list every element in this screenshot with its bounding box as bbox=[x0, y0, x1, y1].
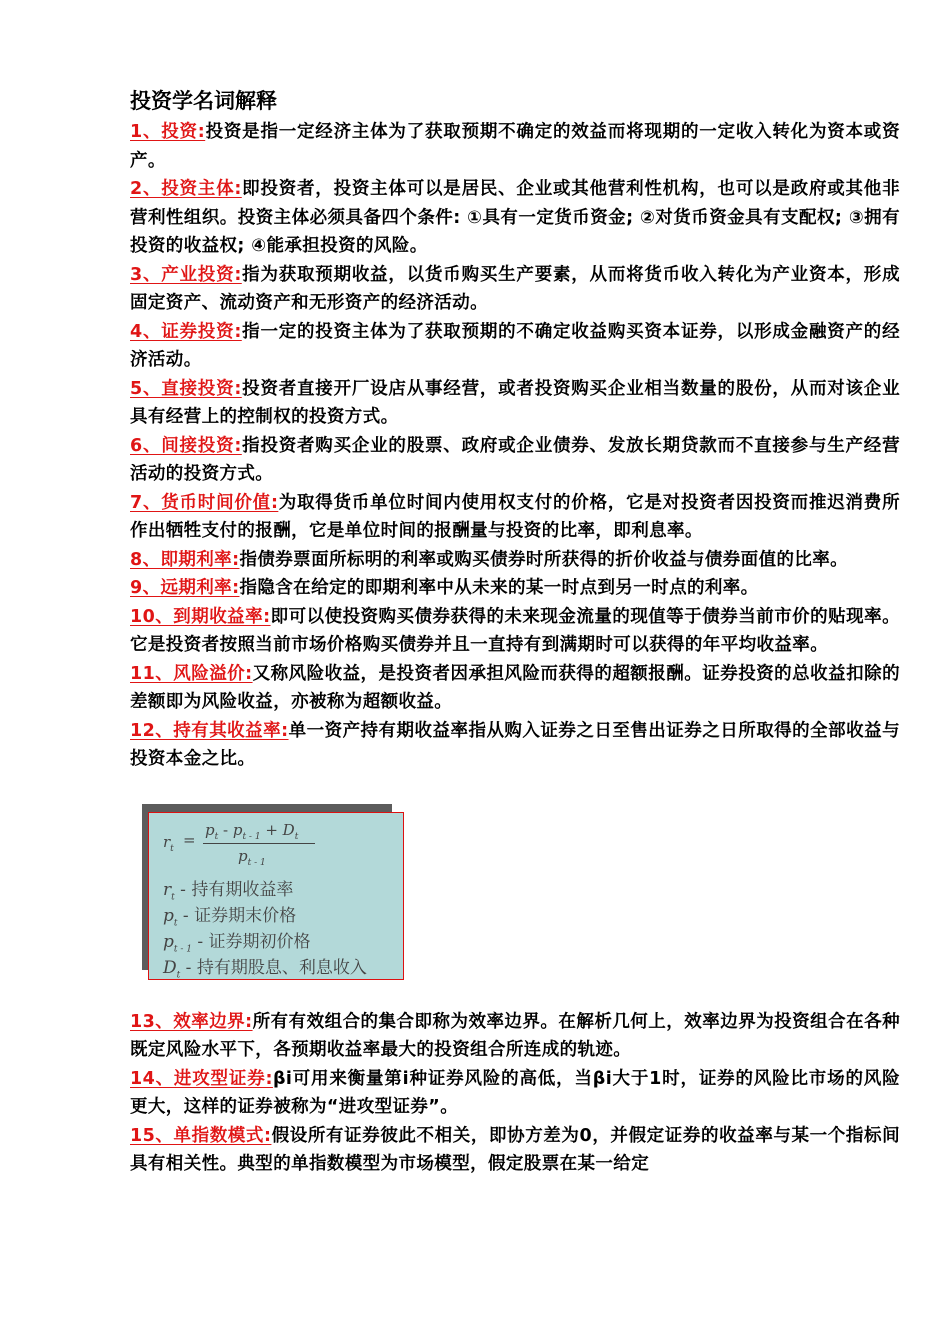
entry-text: 又称风险收益，是投资者因承担风险而获得的超额报酬。证券投资的总收益扣除的差额即为风险收益，亦被称为超额收益。 bbox=[130, 663, 900, 712]
entry-text: 指隐含在给定的即期利率中从未来的某一时点到另一时点的利率。 bbox=[239, 578, 759, 598]
def-sub: t bbox=[176, 969, 181, 980]
entry-text: 指一定的投资主体为了获取预期的不确定收益购买资本证券，以形成金融资产的经济活动。 bbox=[130, 321, 900, 370]
entry-text: 即投资者，投资主体可以是居民、企业或其他营利性机构，也可以是政府或其他非营利性组织。投资主体必须具备四个条件: ①具有一定货币资金; ②对货币资金具有支配权; ③拥有投资的收益权; ④能承担投资的风险。 bbox=[130, 179, 900, 256]
glossary-entry bbox=[130, 175, 900, 261]
formula-equals: = bbox=[183, 830, 196, 849]
def-symbol: p bbox=[163, 931, 174, 952]
num-minus: - bbox=[218, 820, 233, 839]
num-d: D bbox=[282, 820, 295, 839]
document-page bbox=[130, 86, 900, 1179]
glossary-entry bbox=[130, 1122, 900, 1179]
formula-lhs bbox=[163, 833, 174, 854]
den-p-sub: t - 1 bbox=[247, 857, 266, 868]
def-text: - 证券期末价格 bbox=[177, 905, 297, 926]
entry-text: 即可以使投资购买债券获得的未来现金流量的现值等于债券当前市价的贴现率。它是投资者按照当前市场价格购买债券并且一直持有到满期时可以获得的年平均收益率。 bbox=[130, 606, 900, 655]
entry-text: 所有有效组合的集合即称为效率边界。在解析几何上，效率边界为投资组合在各种既定风险水平下，各预期收益率最大的投资组合所连成的轨迹。 bbox=[130, 1011, 900, 1060]
def-symbol: D bbox=[163, 957, 177, 978]
def-sub: t - 1 bbox=[173, 943, 192, 954]
num-d-sub: t bbox=[294, 831, 299, 842]
entry-term: 8、即期利率: bbox=[130, 549, 240, 570]
formula-numerator bbox=[205, 821, 298, 842]
entry-text: 指投资者购买企业的股票、政府或企业债券、发放长期贷款而不直接参与生产经营活动的投资方式。 bbox=[130, 435, 900, 484]
entry-text: 为取得货币单位时间内使用权支付的价格，它是对投资者因投资而推迟消费所作出牺牲支付的报酬，它是单位时间的报酬量与投资的比率，即利息率。 bbox=[130, 492, 900, 541]
entry-term: 3、产业投资: bbox=[130, 264, 242, 285]
den-p: p bbox=[238, 846, 248, 865]
entry-term: 10、到期收益率: bbox=[130, 606, 271, 627]
def-symbol: p bbox=[163, 905, 174, 926]
entry-text: 指债券票面所标明的利率或购买债券时所获得的折价收益与债券面值的比率。 bbox=[239, 549, 849, 570]
num-p1: p bbox=[232, 820, 243, 839]
entry-term: 6、间接投资: bbox=[130, 435, 242, 456]
glossary-entry bbox=[130, 1008, 900, 1065]
num-p: p bbox=[205, 820, 215, 839]
entry-term: 13、效率边界: bbox=[130, 1011, 253, 1032]
num-p-sub: t bbox=[214, 831, 219, 842]
glossary-entry bbox=[130, 603, 900, 660]
entry-text: 假设所有证券彼此不相关，即协方差为0，并假定证券的收益率与某一个指标间具有相关性。典型的单指数模型为市场模型，假定股票在某一给定 bbox=[130, 1125, 900, 1174]
glossary-entry bbox=[130, 118, 900, 175]
def-text: - 证券期初价格 bbox=[192, 931, 311, 952]
entry-term: 2、投资主体: bbox=[130, 179, 242, 199]
entry-term: 4、证券投资: bbox=[130, 321, 242, 342]
entry-term: 1、投资: bbox=[130, 122, 206, 142]
entry-text: βi可用来衡量第i种证券风险的高低，当βi大于1时，证券的风险比市场的风险更大，这样的证券被称为“进攻型证券”。 bbox=[130, 1068, 901, 1117]
def-text: - 持有期收益率 bbox=[174, 879, 294, 900]
glossary-entry bbox=[130, 318, 900, 375]
entry-term: 9、远期利率: bbox=[130, 578, 240, 598]
num-p1-sub: t - 1 bbox=[242, 831, 261, 842]
entry-text: 指为获取预期收益，以货币购买生产要素，从而将货币收入转化为产业资本，形成固定资产、流动资产和无形资产的经济活动。 bbox=[130, 264, 900, 313]
glossary-entry bbox=[130, 261, 900, 318]
formula-lhs-symbol: r bbox=[163, 832, 171, 851]
formula-definition bbox=[163, 927, 311, 954]
glossary-entry bbox=[130, 489, 900, 546]
entry-term: 14、进攻型证券: bbox=[130, 1068, 273, 1089]
def-sub: t bbox=[171, 891, 175, 902]
formula-card bbox=[148, 812, 404, 980]
entry-term: 5、直接投资: bbox=[130, 378, 242, 399]
def-text: - 持有期股息、利息收入 bbox=[180, 957, 367, 978]
formula-lhs-sub: t bbox=[170, 843, 174, 854]
formula-definition bbox=[163, 901, 296, 928]
formula-definition bbox=[163, 953, 367, 980]
glossary-entry bbox=[130, 546, 900, 575]
glossary-entry bbox=[130, 375, 900, 432]
document-title: 投资学名词解释 bbox=[130, 89, 277, 113]
num-plus: + bbox=[260, 820, 283, 839]
def-sub: t bbox=[173, 917, 178, 928]
holding-period-return-formula bbox=[142, 804, 404, 980]
glossary-entry bbox=[130, 717, 900, 774]
entry-term: 12、持有其收益率: bbox=[130, 720, 289, 741]
entry-text: 投资者直接开厂设店从事经营，或者投资购买企业相当数量的股份，从而对该企业具有经营上的控制权的投资方式。 bbox=[130, 378, 900, 427]
entry-text: 投资是指一定经济主体为了获取预期不确定的效益而将现期的一定收入转化为资本或资产。 bbox=[130, 122, 900, 171]
glossary-entry bbox=[130, 432, 900, 489]
entry-text: 单一资产持有期收益率指从购入证券之日至售出证券之日所取得的全部收益与投资本金之比。 bbox=[130, 720, 900, 769]
glossary-entry bbox=[130, 660, 900, 717]
entry-term: 7、货币时间价值: bbox=[130, 492, 279, 513]
entry-term: 15、单指数模式: bbox=[130, 1125, 272, 1146]
glossary-list-b bbox=[130, 1008, 900, 1179]
fraction-bar bbox=[203, 843, 315, 844]
glossary-entry bbox=[130, 1065, 900, 1122]
entry-term: 11、风险溢价: bbox=[130, 663, 253, 684]
glossary-entry bbox=[130, 574, 900, 603]
formula-definition bbox=[163, 875, 293, 902]
def-symbol: r bbox=[163, 879, 172, 900]
glossary-list-a bbox=[130, 118, 900, 774]
formula-denominator bbox=[238, 847, 266, 868]
